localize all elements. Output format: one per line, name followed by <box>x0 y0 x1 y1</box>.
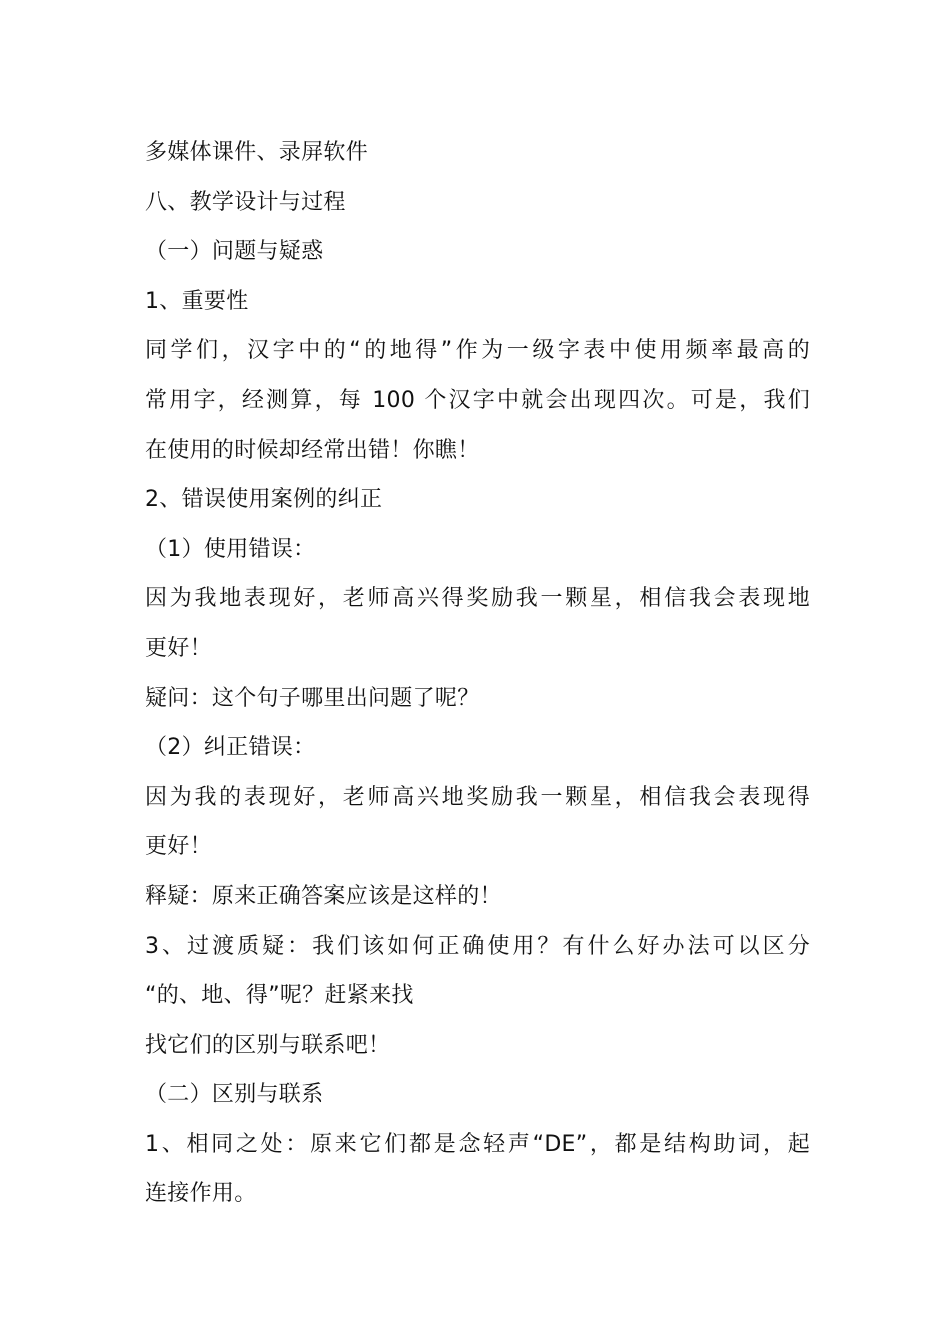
section-heading-teaching-design: 八、教学设计与过程 <box>145 189 346 215</box>
document-body <box>145 128 810 1219</box>
item-heading-transition: 3、过渡质疑：我们该如何正确使用？有什么好办法可以区分 <box>145 933 810 959</box>
sub-item-heading-correction: （2）纠正错误： <box>145 735 316 761</box>
paragraph-line: 在使用的时候却经常出错！你瞧！ <box>145 437 480 463</box>
explanation-line: 释疑：原来正确答案应该是这样的！ <box>145 883 502 909</box>
example-sentence-wrong: 因为我地表现好，老师高兴得奖励我一颗星，相信我会表现地 <box>145 586 810 612</box>
question-line: 疑问：这个句子哪里出问题了呢？ <box>145 685 480 711</box>
subsection-heading-questions: （一）问题与疑惑 <box>145 239 324 265</box>
text-line-materials: 多媒体课件、录屏软件 <box>145 140 369 165</box>
paragraph-line: 连接作用。 <box>145 1181 257 1207</box>
paragraph-line: 同学们，汉字中的“的地得”作为一级字表中使用频率最高的 <box>145 338 810 364</box>
paragraph-line: 常用字，经测算，每 100 个汉字中就会出现四次。可是，我们 <box>145 387 810 413</box>
example-sentence-wrong-end: 更好！ <box>145 635 212 661</box>
item-heading-error-correction: 2、错误使用案例的纠正 <box>145 487 383 513</box>
item-heading-similarities: 1、相同之处：原来它们都是念轻声“DE”，都是结构助词，起 <box>145 1131 810 1157</box>
subsection-heading-differences: （二）区别与联系 <box>145 1082 324 1108</box>
example-sentence-correct: 因为我的表现好，老师高兴地奖励我一颗星，相信我会表现得 <box>145 784 810 810</box>
sub-item-heading-wrong-usage: （1）使用错误： <box>145 536 316 562</box>
item-heading-importance: 1、重要性 <box>145 288 249 314</box>
paragraph-line: 找它们的区别与联系吧！ <box>145 1032 391 1058</box>
paragraph-line: “的、地、得”呢？赶紧来找 <box>145 983 414 1009</box>
example-sentence-correct-end: 更好！ <box>145 834 212 860</box>
